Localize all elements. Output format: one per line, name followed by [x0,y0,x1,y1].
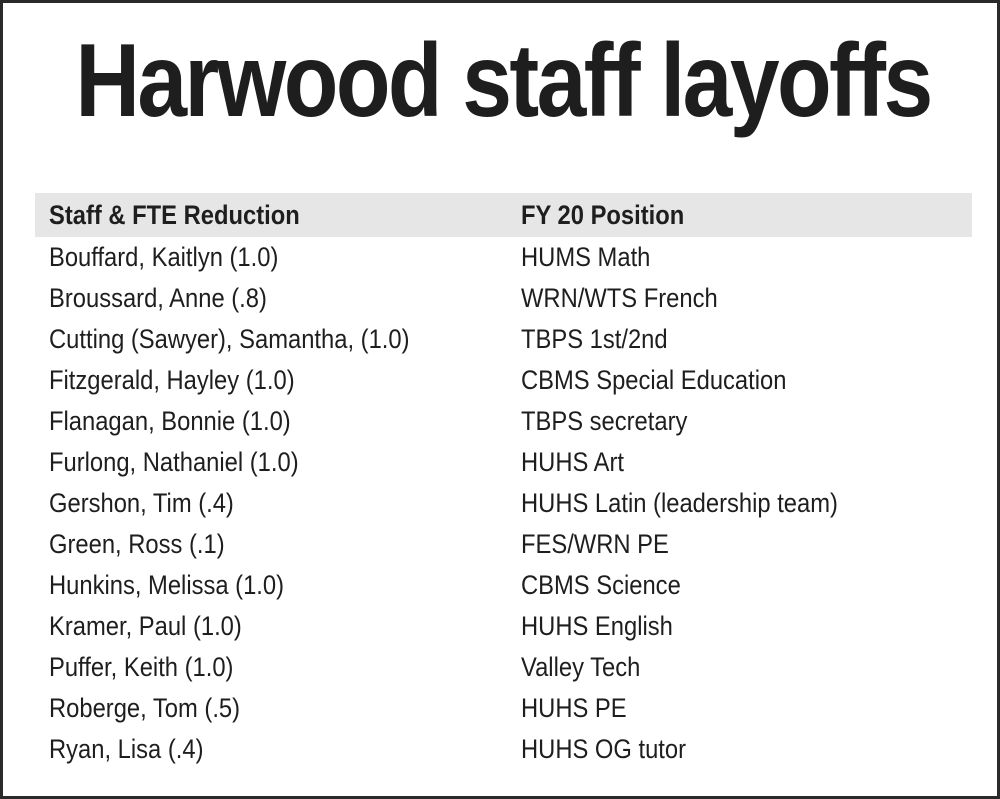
staff-cell: Kramer, Paul (1.0) [49,611,242,641]
staff-cell: Roberge, Tom (.5) [49,693,241,723]
table-row [35,237,972,278]
header-position: FY 20 Position [521,200,685,230]
table-row [35,647,972,688]
position-cell: Valley Tech [521,652,641,682]
table-row [35,729,972,770]
position-cell: FES/WRN PE [521,529,669,559]
staff-cell: Bouffard, Kaitlyn (1.0) [49,242,279,272]
staff-cell: Green, Ross (.1) [49,529,225,559]
position-cell: CBMS Science [521,570,681,600]
table-row [35,565,972,606]
staff-cell: Furlong, Nathaniel (1.0) [49,447,299,477]
staff-cell: Fitzgerald, Hayley (1.0) [49,365,295,395]
table-row [35,401,972,442]
layoffs-table [35,193,972,770]
position-cell: HUHS Art [521,447,624,477]
table-row [35,278,972,319]
table-row [35,483,972,524]
position-cell: HUMS Math [521,242,651,272]
staff-cell: Puffer, Keith (1.0) [49,652,234,682]
position-cell: TBPS 1st/2nd [521,324,668,354]
staff-cell: Hunkins, Melissa (1.0) [49,570,285,600]
table-row [35,319,972,360]
staff-cell: Cutting (Sawyer), Samantha, (1.0) [49,324,410,354]
staff-cell: Flanagan, Bonnie (1.0) [49,406,291,436]
position-cell: HUHS English [521,611,673,641]
table-row [35,524,972,565]
staff-cell: Gershon, Tim (.4) [49,488,234,518]
position-cell: HUHS OG tutor [521,734,687,764]
position-cell: HUHS Latin (leadership team) [521,488,838,518]
staff-cell: Ryan, Lisa (.4) [49,734,204,764]
header-staff: Staff & FTE Reduction [49,200,300,230]
staff-cell: Broussard, Anne (.8) [49,283,267,313]
position-cell: HUHS PE [521,693,627,723]
table-header-row [35,193,972,237]
table-row [35,360,972,401]
page-title: Harwood staff layoffs [75,23,931,139]
table-row [35,688,972,729]
position-cell: TBPS secretary [521,406,688,436]
table-row [35,606,972,647]
position-cell: CBMS Special Education [521,365,787,395]
position-cell: WRN/WTS French [521,283,718,313]
table-row [35,442,972,483]
